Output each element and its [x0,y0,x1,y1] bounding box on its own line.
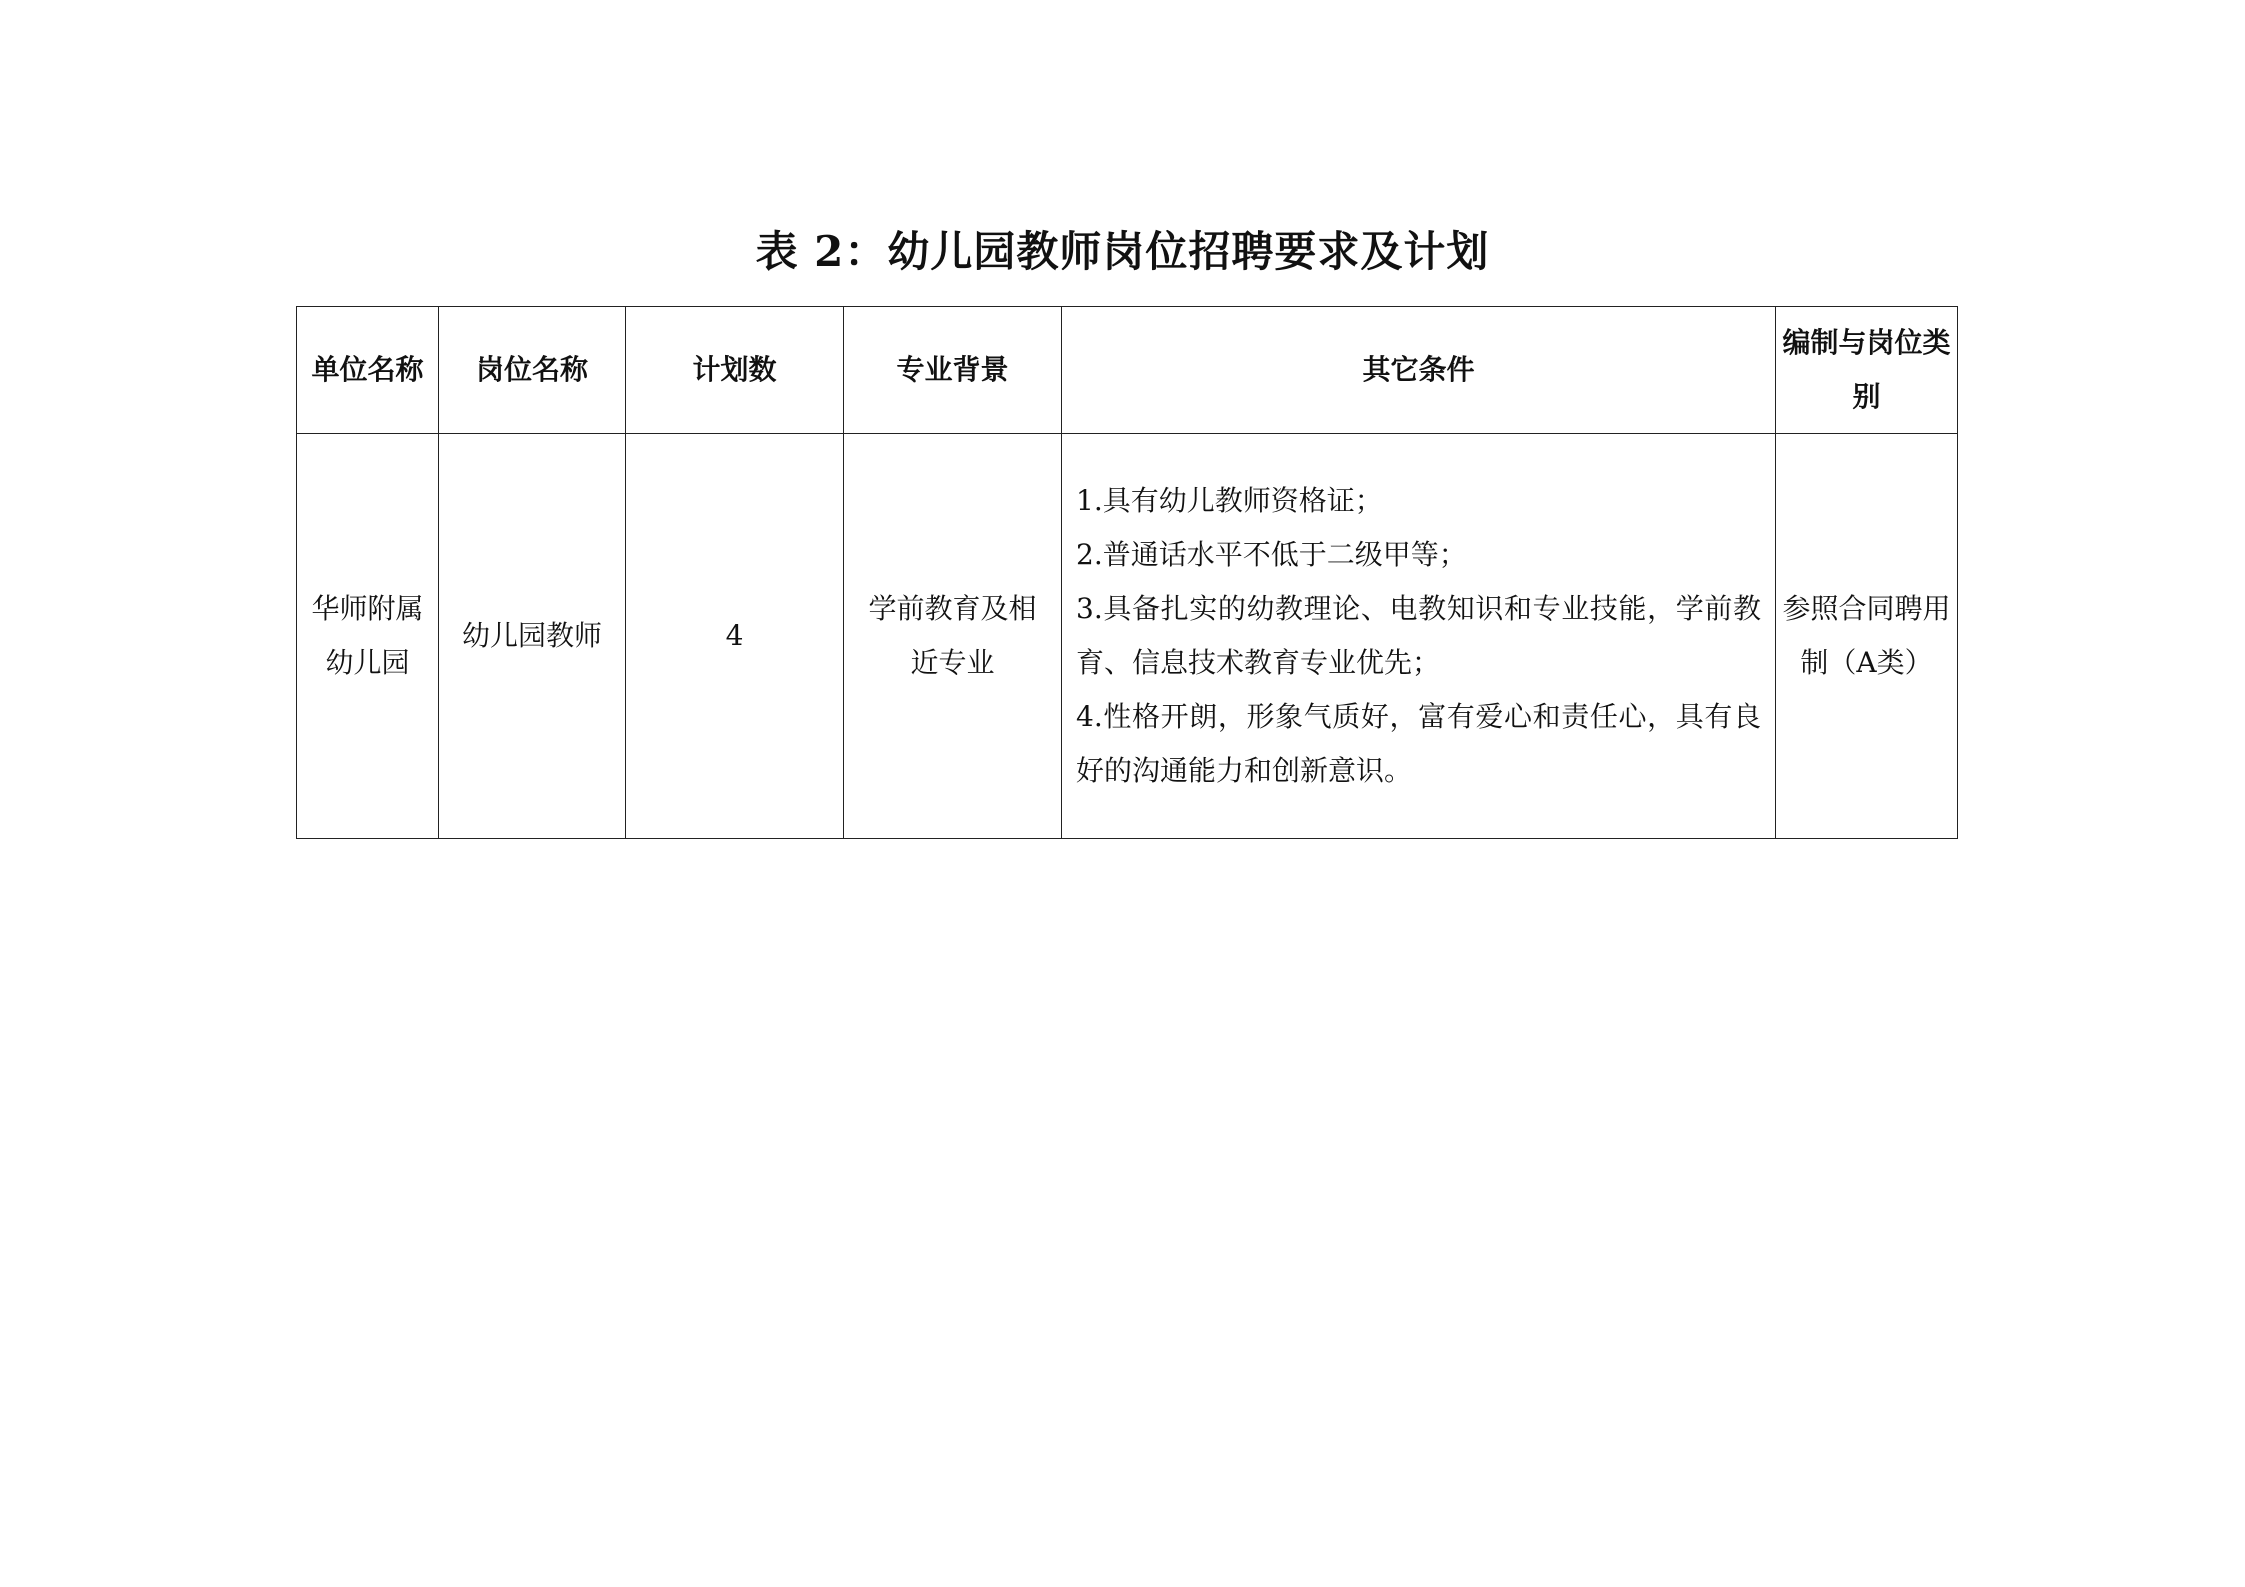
document-title: 表 2：幼儿园教师岗位招聘要求及计划 [755,227,1490,276]
cell-other-conditions [1062,434,1776,839]
header-category: 编制与岗位类别 [1776,307,1958,434]
condition-item: 1.具有幼儿教师资格证； [1076,484,1383,517]
header-unit-name: 单位名称 [297,307,439,434]
header-other-conditions: 其它条件 [1062,307,1776,434]
header-plan-count: 计划数 [626,307,844,434]
recruitment-table [296,306,1958,839]
table-header-row [297,307,1958,434]
cell-major: 学前教育及相近专业 [844,434,1062,839]
cell-category: 参照合同聘用制（A类） [1776,434,1958,839]
header-major: 专业背景 [844,307,1062,434]
cell-plan-count: 4 [626,434,844,839]
header-position-name: 岗位名称 [439,307,626,434]
condition-item: 4.性格开朗，形象气质好，富有爱心和责任心，具有良好的沟通能力和创新意识。 [1076,700,1761,787]
condition-item: 2.普通话水平不低于二级甲等； [1076,538,1467,571]
cell-position-name: 幼儿园教师 [439,434,626,839]
table-row [297,434,1958,839]
condition-item: 3.具备扎实的幼教理论、电教知识和专业技能，学前教育、信息技术教育专业优先； [1076,592,1761,679]
cell-unit-name: 华师附属幼儿园 [297,434,439,839]
